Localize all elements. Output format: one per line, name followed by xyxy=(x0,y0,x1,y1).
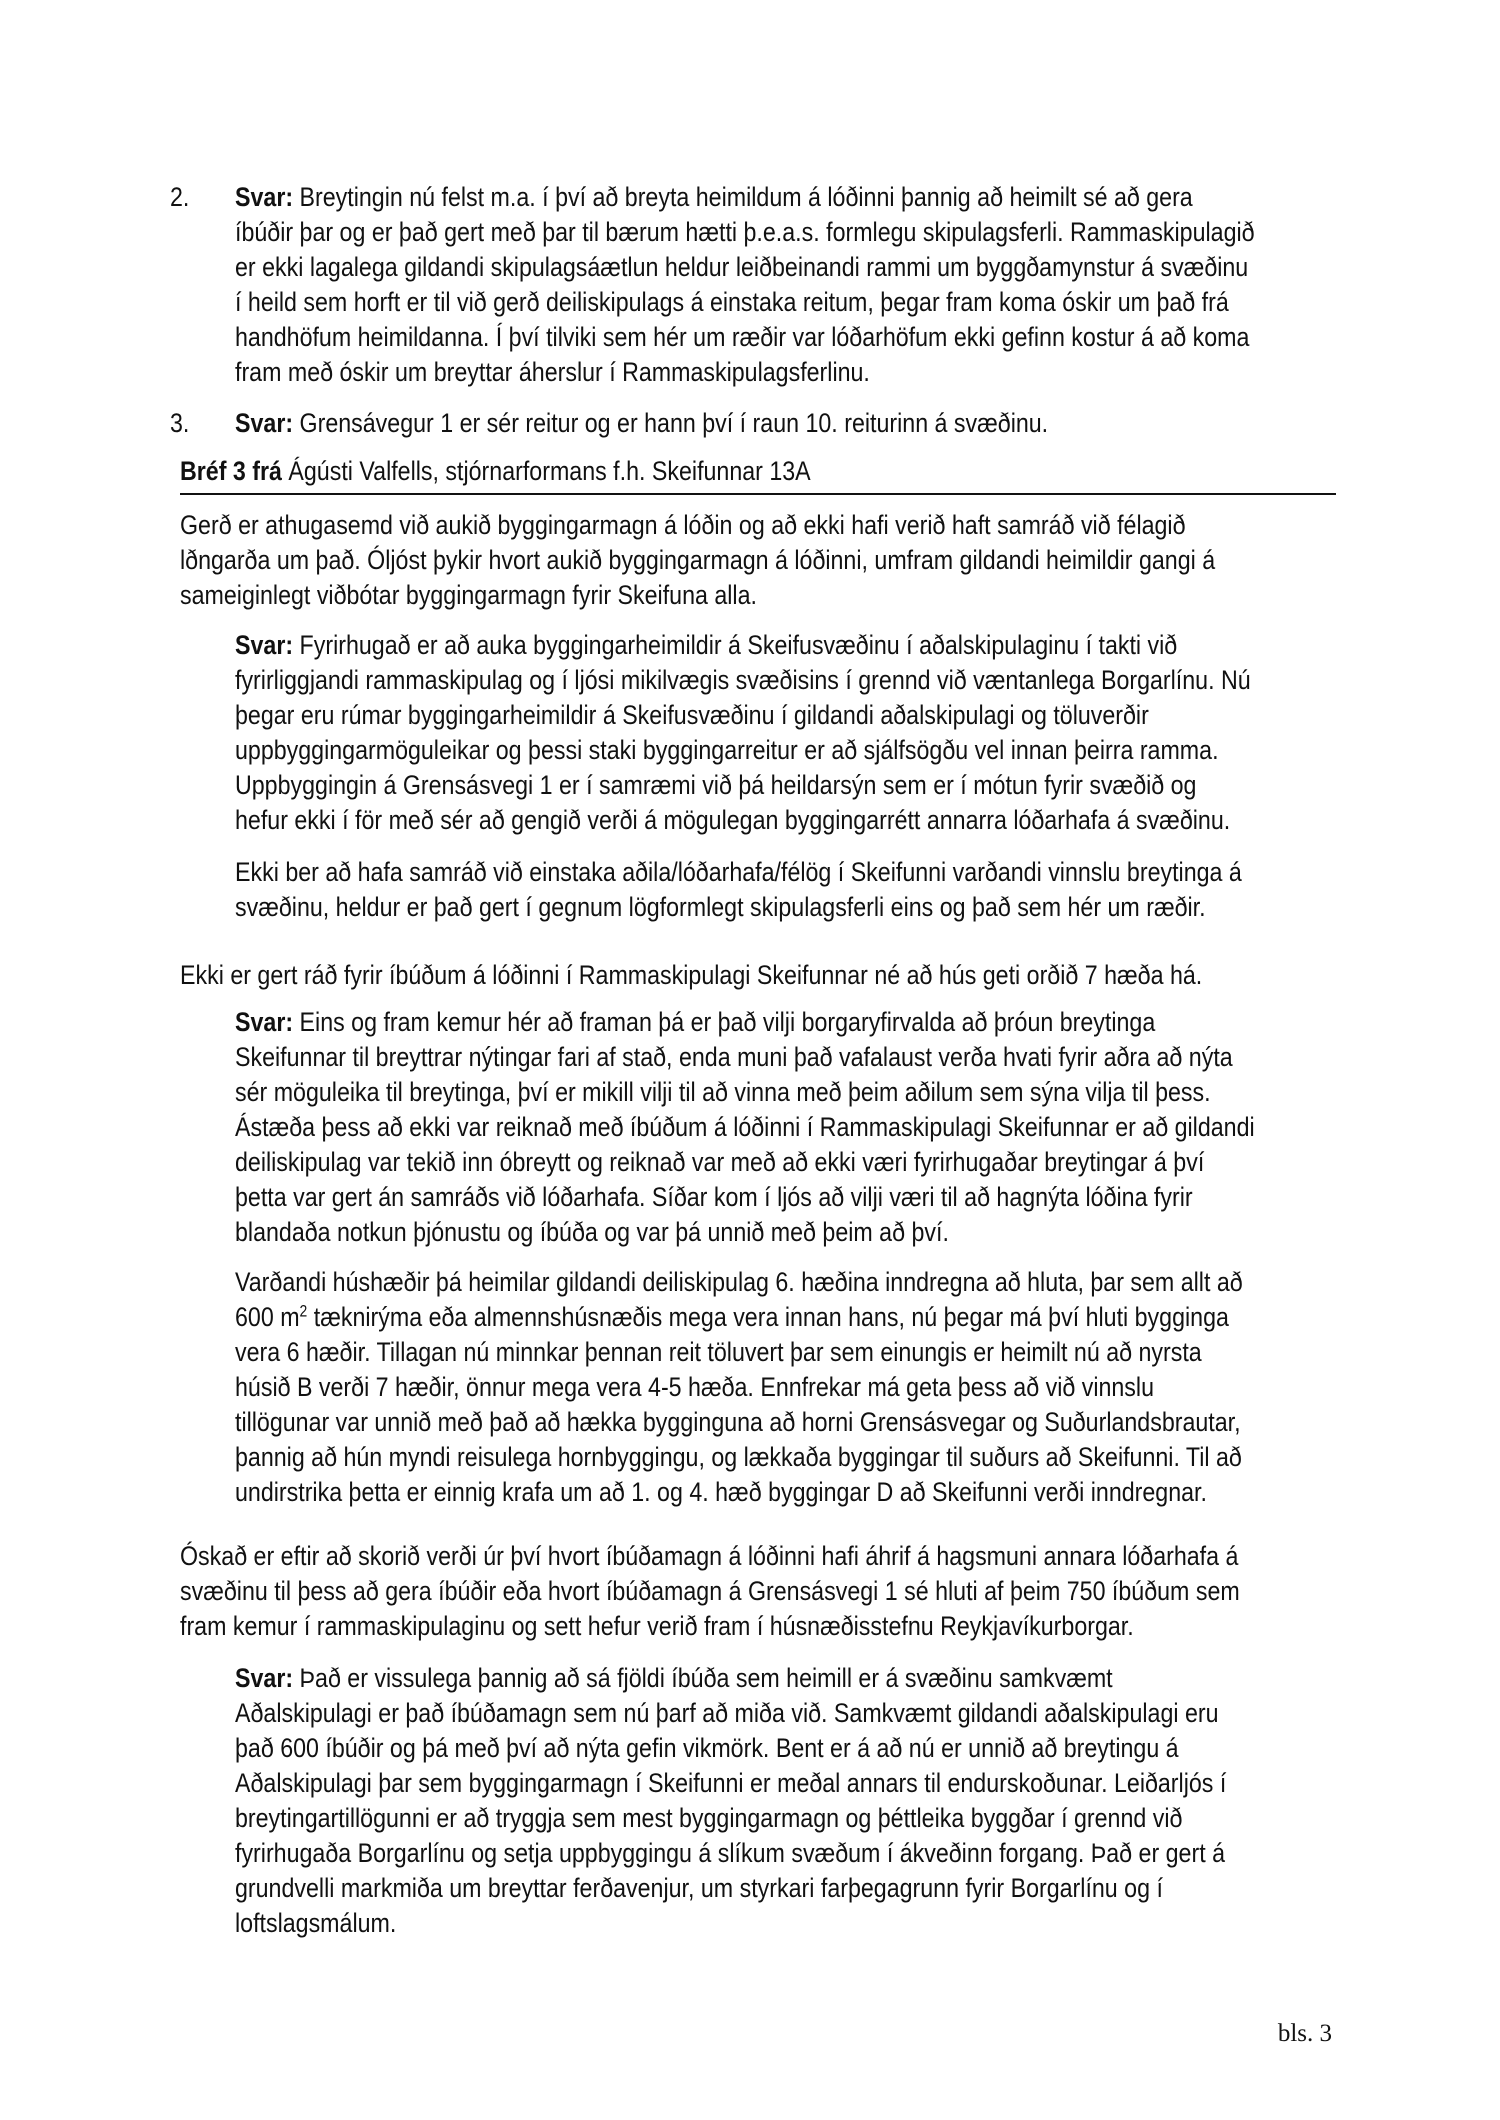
answer-1-para-2 xyxy=(235,855,1406,925)
text-line xyxy=(235,1005,1255,1040)
answer-3 xyxy=(235,1661,1388,1941)
heading-divider xyxy=(180,493,1336,495)
text-line: þetta var gert án samráðs við lóðarhafa. Síðar kom í ljós að vilji væri til að hagnýta lóðina fyrir xyxy=(235,1182,1193,1212)
text: Breytingin nú felst m.a. í því að breyta heimildum á lóðinni þannig að heimilt sé að gera xyxy=(293,182,1193,212)
text-line: deiliskipulag var tekið inn óbreytt og reiknað var með að ekki væri fyrirhugaðar breytingar á því xyxy=(235,1147,1205,1177)
heading-rest: Ágústi Valfells, stjórnarformans f.h. Skeifunnar 13A xyxy=(281,456,811,486)
text: tæknirýma eða almennshúsnæðis mega vera innan hans, nú þegar má því hluti bygginga xyxy=(307,1302,1229,1332)
text-line: Aðalskipulagi þar sem byggingarmagn í Skeifunni er meðal annars til endurskoðunar. Leiðarljós í xyxy=(235,1768,1227,1798)
comment-1 xyxy=(180,508,1384,613)
text-line: Gerð er athugasemd við aukið byggingarmagn á lóðin og að ekki hafi verið haft samráð við félagið xyxy=(180,510,1186,540)
text: Eins og fram kemur hér að framan þá er það vilji borgaryfirvalda að þróun breytinga xyxy=(293,1007,1156,1037)
answer-label: Svar: xyxy=(235,1663,294,1693)
text-line: grundvelli markmiða um breyttar ferðavenjur, um styrkari farþegagrunn fyrir Borgarlínu og í xyxy=(235,1873,1163,1903)
text-line xyxy=(235,1661,1226,1696)
text-line: Ástæða þess að ekki var reiknað með íbúðum á lóðinni í Rammaskipulagi Skeifunnar er að gildandi xyxy=(235,1112,1255,1142)
answer-item-2 xyxy=(235,180,1421,390)
text-line: það 600 íbúðir og þá með því að nýta gefin vikmörk. Bent er á að nú er unnið að breytingu á xyxy=(235,1733,1179,1763)
text-line: þannig að hún myndi reisulega hornbyggingu, og lækkaða byggingar til suðurs að Skeifunni. Til að xyxy=(235,1442,1242,1472)
text-line: Ekki er gert ráð fyrir íbúðum á lóðinni í Rammaskipulagi Skeifunnar né að hús geti orðið 7 hæða há. xyxy=(180,960,1203,990)
text-line: hefur ekki í för með sér að gengið verði á mögulegan byggingarrétt annarra lóðarhafa á svæðinu. xyxy=(235,805,1231,835)
text-line: sameiginlegt viðbótar byggingarmagn fyrir Skeifuna alla. xyxy=(180,580,757,610)
answer-2-para-2 xyxy=(235,1265,1407,1510)
letter-heading xyxy=(180,454,913,489)
text-line: Uppbyggingin á Grensásvegi 1 er í samræmi við þá heildarsýn sem er í mótun fyrir svæðið og xyxy=(235,770,1197,800)
text-line: svæðinu til þess að gera íbúðir eða hvort íbúðamagn á Grensásvegi 1 sé hluti af þeim 750 íbúðum sem xyxy=(180,1576,1240,1606)
answer-label: Svar: xyxy=(235,408,294,438)
text-line: vera 6 hæðir. Tillagan nú minnkar þennan reit töluvert þar sem einungis er heimilt nú að nyrsta xyxy=(235,1337,1202,1367)
text-line: undirstrika þetta er einnig krafa um að 1. og 4. hæð byggingar D að Skeifunni verði inndregnar. xyxy=(235,1477,1207,1507)
text-line: fram með óskir um breyttar áherslur í Rammaskipulagsferlinu. xyxy=(235,357,870,387)
text-line: er ekki lagalega gildandi skipulagsáætlun heldur leiðbeinandi rammi um byggðamynstur á svæðinu xyxy=(235,252,1249,282)
page-number: bls. 3 xyxy=(1277,2020,1332,2047)
text-line: þegar eru rúmar byggingarheimildir á Skeifusvæðinu í gildandi aðalskipulagi og töluverðir xyxy=(235,700,1149,730)
answer-1 xyxy=(235,628,1416,838)
answer-2 xyxy=(235,1005,1421,1250)
text: Grensávegur 1 er sér reitur og er hann því í raun 10. reiturinn á svæðinu. xyxy=(293,408,1049,438)
text-line: Ekki ber að hafa samráð við einstaka aðila/lóðarhafa/félög í Skeifunni varðandi vinnslu breytinga á xyxy=(235,857,1242,887)
text-line: svæðinu, heldur er það gert í gegnum lögformlegt skipulagsferli eins og það sem hér um ræðir. xyxy=(235,892,1206,922)
comment-2 xyxy=(180,958,1369,993)
text-line: tillögunar var unnið með það að hækka bygginguna að horni Grensásvegar og Suðurlandsbrautar, xyxy=(235,1407,1241,1437)
answer-label: Svar: xyxy=(235,630,294,660)
text-line: lðngarða um það. Óljóst þykir hvort aukið byggingarmagn á lóðinni, umfram gildandi heimildir gangi á xyxy=(180,545,1216,575)
text-line xyxy=(235,406,1048,441)
answer-item-3 xyxy=(235,406,1181,441)
text-line: handhöfum heimildanna. Í því tilviki sem hér um ræðir var lóðarhöfum ekki gefinn kostur á að koma xyxy=(235,322,1250,352)
text-line: Óskað er eftir að skorið verði úr því hvort íbúðamagn á lóðinni hafi áhrif á hagsmuni annara lóðarhafa á xyxy=(180,1541,1239,1571)
comment-3 xyxy=(180,1539,1412,1644)
text-line: húsið B verði 7 hæðir, önnur mega vera 4-5 hæða. Ennfrekar má geta þess að við vinnslu xyxy=(235,1372,1155,1402)
heading-bold: Bréf 3 frá xyxy=(180,456,282,486)
text-line: fyrirhugaða Borgarlínu og setja uppbyggingu á slíkum svæðum í ákveðinn forgang. Það er gert á xyxy=(235,1838,1226,1868)
text-line xyxy=(235,1300,1243,1335)
text-line: blandaða notkun þjónustu og íbúða og var þá unnið með þeim að því. xyxy=(235,1217,949,1247)
text-line: íbúðir þar og er það gert með þar til bærum hætti þ.e.a.s. formlegu skipulagsferli. Rammaskipulagið xyxy=(235,217,1255,247)
text-line: sér möguleika til breytinga, því er mikill vilji til að vinna með þeim aðilum sem sýna vilja til þess. xyxy=(235,1077,1211,1107)
text-line xyxy=(235,628,1251,663)
text: 600 m xyxy=(235,1302,300,1332)
text: Fyrirhugað er að auka byggingarheimildir á Skeifusvæðinu í aðalskipulaginu í takti við xyxy=(293,630,1178,660)
list-number: 3. xyxy=(170,408,190,438)
list-number: 2. xyxy=(170,182,190,212)
text-line xyxy=(235,180,1255,215)
text: Það er vissulega þannig að sá fjöldi íbúða sem heimill er á svæðinu samkvæmt xyxy=(293,1663,1113,1693)
text-line: fram kemur í rammaskipulaginu og sett hefur verið fram í húsnæðisstefnu Reykjavíkurborgar. xyxy=(180,1611,1134,1641)
text-line: Aðalskipulagi er það íbúðamagn sem nú þarf að miða við. Samkvæmt gildandi aðalskipulagi eru xyxy=(235,1698,1219,1728)
text-line: breytingartillögunni er að tryggja sem mest byggingarmagn og þéttleika byggðar í grennd við xyxy=(235,1803,1183,1833)
superscript: 2 xyxy=(299,1302,308,1321)
text-line: uppbyggingarmöguleikar og þessi staki byggingarreitur er að sjálfsögðu vel innan þeirra ramma. xyxy=(235,735,1219,765)
text-line: fyrirliggjandi rammaskipulag og í ljósi mikilvægis svæðisins í grennd við væntanlega Borgarlínu. Nú xyxy=(235,665,1251,695)
answer-label: Svar: xyxy=(235,1007,294,1037)
text-line: Skeifunnar til breyttrar nýtingar fari af stað, enda muni það vafalaust verða hvati fyrir aðra að nýta xyxy=(235,1042,1233,1072)
text-line: í heild sem horft er til við gerð deiliskipulags á einstaka reitum, þegar fram koma óskir um það frá xyxy=(235,287,1229,317)
text-line: loftslagsmálum. xyxy=(235,1908,397,1938)
answer-label: Svar: xyxy=(235,182,294,212)
text-line: Varðandi húshæðir þá heimilar gildandi deiliskipulag 6. hæðina inndregna að hluta, þar sem allt að xyxy=(235,1267,1243,1297)
